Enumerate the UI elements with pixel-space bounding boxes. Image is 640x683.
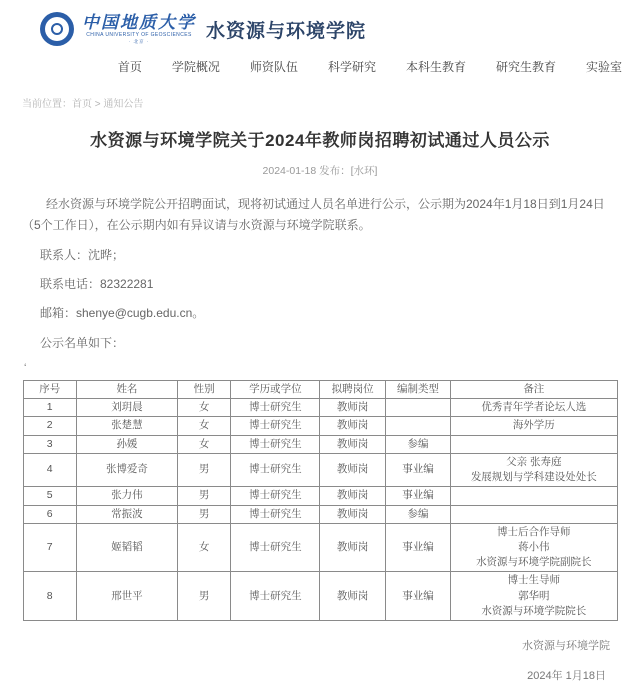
cell-name: 张力伟 xyxy=(76,487,177,505)
cell-name: 张楚慧 xyxy=(76,417,177,435)
candidates-table xyxy=(23,380,618,621)
cell-gender: 女 xyxy=(177,523,230,572)
cell-position: 教师岗 xyxy=(320,523,385,572)
breadcrumb-separator: > xyxy=(94,99,101,110)
cell-type: 参编 xyxy=(385,435,450,453)
table-row xyxy=(23,435,617,453)
university-logo-core xyxy=(51,23,63,35)
col-header-gender: 性别 xyxy=(177,381,230,399)
table-row xyxy=(23,572,617,621)
cell-gender: 男 xyxy=(177,572,230,621)
cell-name: 孙媛 xyxy=(76,435,177,453)
cell-remark xyxy=(451,505,617,523)
table-row xyxy=(23,399,617,417)
remark-line: 水资源与环境学院院长 xyxy=(481,604,587,617)
list-intro: 公示名单如下： xyxy=(40,335,125,350)
college-name: 水资源与环境学院 xyxy=(206,20,367,42)
cell-gender: 男 xyxy=(177,505,230,523)
table-header-row xyxy=(23,381,617,399)
cell-degree: 博士研究生 xyxy=(231,487,320,505)
cell-gender: 女 xyxy=(177,399,230,417)
cell-remark xyxy=(451,399,617,417)
cell-gender: 男 xyxy=(177,487,230,505)
cell-name: 常振波 xyxy=(76,505,177,523)
table-row xyxy=(23,487,617,505)
remark-line: 海外学历 xyxy=(512,419,555,432)
cell-no: 1 xyxy=(23,399,76,417)
cell-type: 事业编 xyxy=(385,453,450,486)
cell-degree: 博士研究生 xyxy=(231,505,320,523)
col-header-name: 姓名 xyxy=(76,381,177,399)
contact-email: 邮箱：shenye@cugb.edu.cn。 xyxy=(40,306,205,321)
col-header-degree: 学历或学位 xyxy=(231,381,320,399)
breadcrumb-current-link[interactable]: 通知公告 xyxy=(103,99,144,110)
cell-degree: 博士研究生 xyxy=(231,572,320,621)
article-body xyxy=(22,194,618,378)
col-header-remark: 备注 xyxy=(451,381,617,399)
nav-item-faculty[interactable]: 师资队伍 xyxy=(249,60,298,74)
article-meta: 2024-01-18 发布：[水环] xyxy=(262,165,378,177)
remark-line: 博士后合作导师 xyxy=(497,525,571,538)
cell-no: 5 xyxy=(23,487,76,505)
cell-remark xyxy=(451,572,617,621)
cell-type: 事业编 xyxy=(385,487,450,505)
university-name-block[interactable] xyxy=(82,14,196,45)
cell-degree: 博士研究生 xyxy=(231,417,320,435)
remark-line: 优秀青年学者论坛人选 xyxy=(481,401,587,414)
university-logo-inner xyxy=(45,17,69,41)
university-logo-icon[interactable] xyxy=(40,12,74,46)
cell-no: 7 xyxy=(23,523,76,572)
breadcrumb-prefix: 当前位置： xyxy=(22,99,72,110)
nav-item-undergraduate[interactable]: 本科生教育 xyxy=(405,60,466,74)
remark-line: 发展规划与学科建设处处长 xyxy=(470,471,597,484)
table-row xyxy=(23,417,617,435)
breadcrumb-home-link[interactable]: 首页 xyxy=(72,99,92,110)
cell-name: 张博爱奇 xyxy=(76,453,177,486)
cell-remark xyxy=(451,435,617,453)
cell-position: 教师岗 xyxy=(320,453,385,486)
nav-item-overview[interactable]: 学院概况 xyxy=(171,60,220,74)
cell-position: 教师岗 xyxy=(320,505,385,523)
cell-type: 事业编 xyxy=(385,572,450,621)
cell-type xyxy=(385,399,450,417)
nav-item-home[interactable]: 首页 xyxy=(117,60,142,74)
cell-gender: 男 xyxy=(177,453,230,486)
university-name-cn: 中国地质大学 xyxy=(82,12,196,32)
col-header-position: 拟聘岗位 xyxy=(320,381,385,399)
announcement-paragraph: 经水资源与环境学院公开招聘面试，现将初试通过人员名单进行公示，公示期为2024年1月18日到1月24日（5个工作日），在公示期内如有异议请与水资源与环境学院联系。 xyxy=(22,197,605,232)
remark-line: 蒋小伟 xyxy=(518,540,550,553)
cell-no: 4 xyxy=(23,453,76,486)
cell-position: 教师岗 xyxy=(320,572,385,621)
remark-line: 郭华明 xyxy=(518,589,550,602)
remark-line: 博士生导师 xyxy=(507,574,561,587)
remark-line: 水资源与环境学院副院长 xyxy=(476,556,592,569)
cell-type: 参编 xyxy=(385,505,450,523)
cell-degree: 博士研究生 xyxy=(231,523,320,572)
cell-name: 邢世平 xyxy=(76,572,177,621)
table-row xyxy=(23,523,617,572)
nav-item-graduate[interactable]: 研究生教育 xyxy=(495,60,556,74)
cell-name: 刘玥晨 xyxy=(76,399,177,417)
cell-gender: 女 xyxy=(177,435,230,453)
nav-item-laboratory[interactable]: 实验室 xyxy=(585,60,622,74)
remark-line: 父亲 张寿庭 xyxy=(506,455,562,468)
nav-item-research[interactable]: 科学研究 xyxy=(327,60,376,74)
cell-degree: 博士研究生 xyxy=(231,435,320,453)
site-header xyxy=(0,0,640,48)
cell-name: 姬韬韬 xyxy=(76,523,177,572)
cell-no: 2 xyxy=(23,417,76,435)
col-header-no: 序号 xyxy=(23,381,76,399)
cell-type xyxy=(385,417,450,435)
cell-no: 6 xyxy=(23,505,76,523)
contact-person: 联系人：沈晔； xyxy=(40,248,125,262)
cell-type: 事业编 xyxy=(385,523,450,572)
col-header-type: 编制类型 xyxy=(385,381,450,399)
breadcrumb xyxy=(22,95,640,110)
cell-remark xyxy=(451,453,617,486)
cell-remark xyxy=(451,417,617,435)
cell-position: 教师岗 xyxy=(320,417,385,435)
stray-quote-mark: ‘ xyxy=(24,361,27,374)
university-name-sub: · 北京 · xyxy=(128,38,150,44)
university-name-en: CHINA UNIVERSITY OF GEOSCIENCES xyxy=(86,31,192,38)
main-nav xyxy=(0,48,640,75)
cell-no: 3 xyxy=(23,435,76,453)
table-row xyxy=(23,505,617,523)
signature-college: 水资源与环境学院 xyxy=(522,640,610,653)
table-row xyxy=(23,453,617,486)
cell-remark xyxy=(451,487,617,505)
cell-degree: 博士研究生 xyxy=(231,453,320,486)
cell-no: 8 xyxy=(23,572,76,621)
cell-gender: 女 xyxy=(177,417,230,435)
cell-remark xyxy=(451,523,617,572)
cell-position: 教师岗 xyxy=(320,399,385,417)
cell-position: 教师岗 xyxy=(320,487,385,505)
contact-phone: 联系电话：82322281 xyxy=(40,277,154,292)
cell-position: 教师岗 xyxy=(320,435,385,453)
page-title: 水资源与环境学院关于2024年教师岗招聘初试通过人员公示 xyxy=(90,131,550,150)
signature-date: 2024年 1月18日 xyxy=(527,670,606,683)
cell-degree: 博士研究生 xyxy=(231,399,320,417)
